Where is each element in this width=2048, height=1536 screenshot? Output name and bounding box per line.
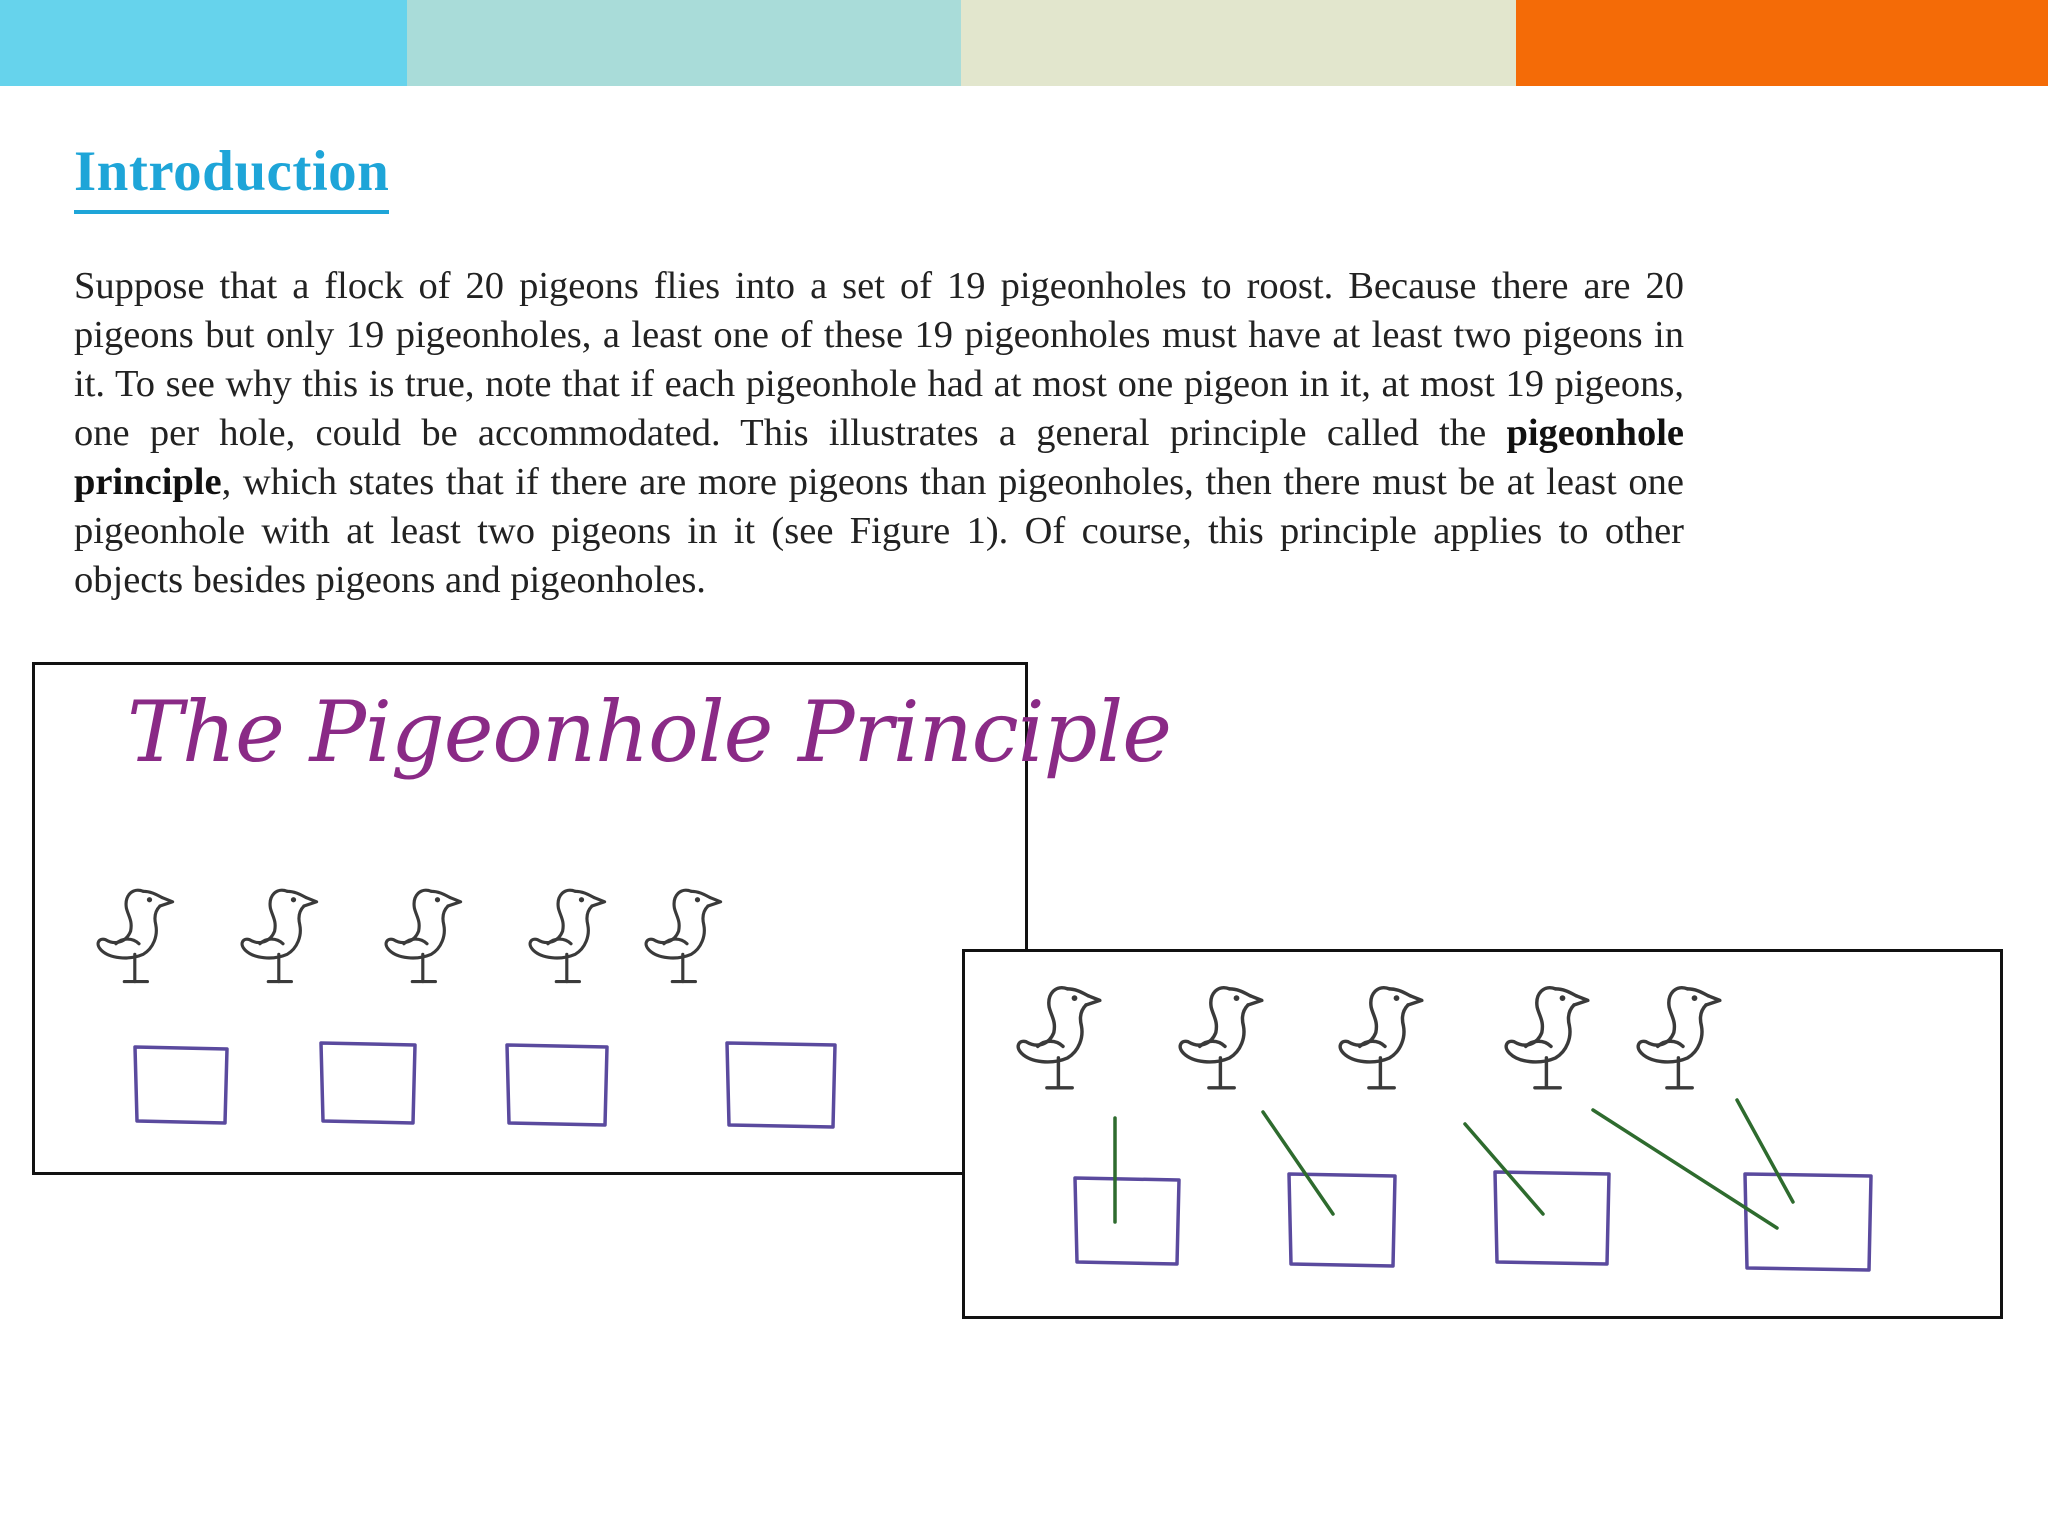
assignment-line-4 [1593, 1110, 1777, 1228]
header-band-teal [407, 0, 961, 86]
paragraph-text-start: Suppose that a flock of 20 pigeons flies into a set of 19 pigeonholes to roost. Because there are 20 pigeons but only 19 pigeonholes, a least one of these 19 pigeonholes must have at least two pigeons in it. To see why this is true, note that if each pigeonhole had at most one pigeon in it, at most 19 pigeons, one per hole, could be accommodated. This illustrates a general principle called the [74, 265, 1684, 454]
pigeon-5 [1638, 988, 1720, 1088]
pigeonhole-1 [1075, 1178, 1179, 1264]
assignment-line-3 [1465, 1124, 1543, 1214]
pigeon-3 [1340, 988, 1422, 1088]
figure-1-drawing [35, 665, 1025, 1172]
pigeon-5 [646, 890, 721, 981]
pigeonhole-principle-term: pigeonhole principle [74, 412, 1684, 503]
pigeonhole-1 [135, 1047, 227, 1123]
pigeon-2 [1180, 988, 1262, 1088]
pigeonhole-2 [321, 1043, 415, 1123]
pigeonhole-4 [1745, 1174, 1871, 1270]
assignment-line-2 [1263, 1112, 1333, 1214]
pigeon-3 [386, 890, 461, 981]
paragraph-text-end: , which states that if there are more pigeons than pigeonholes, then there must be at least one pigeonhole with at least two pigeons in it (see Figure 1). Of course, this principle applies to other objects besides pigeons and pigeonholes. [74, 461, 1684, 601]
figure-2-drawing [965, 952, 2000, 1316]
pigeonhole-2 [1289, 1174, 1395, 1266]
pigeonhole-4 [727, 1043, 835, 1127]
header-band-cyan [0, 0, 407, 86]
pigeon-1 [98, 890, 173, 981]
pigeonhole-3 [507, 1045, 607, 1125]
page-title: Introduction [74, 142, 389, 214]
pigeon-4 [1506, 988, 1588, 1088]
figure-title: The Pigeonhole Principle [127, 683, 1171, 781]
pigeon-2 [242, 890, 317, 981]
header-band-beige [961, 0, 1516, 86]
figure-pigeons-and-holes [32, 662, 1171, 1175]
figure-pigeons-assigned [962, 949, 2003, 1319]
pigeonhole-3 [1495, 1172, 1609, 1264]
pigeon-4 [530, 890, 605, 981]
pigeon-1 [1018, 988, 1100, 1088]
header-band-orange [1516, 0, 2048, 86]
intro-paragraph [74, 262, 1684, 605]
